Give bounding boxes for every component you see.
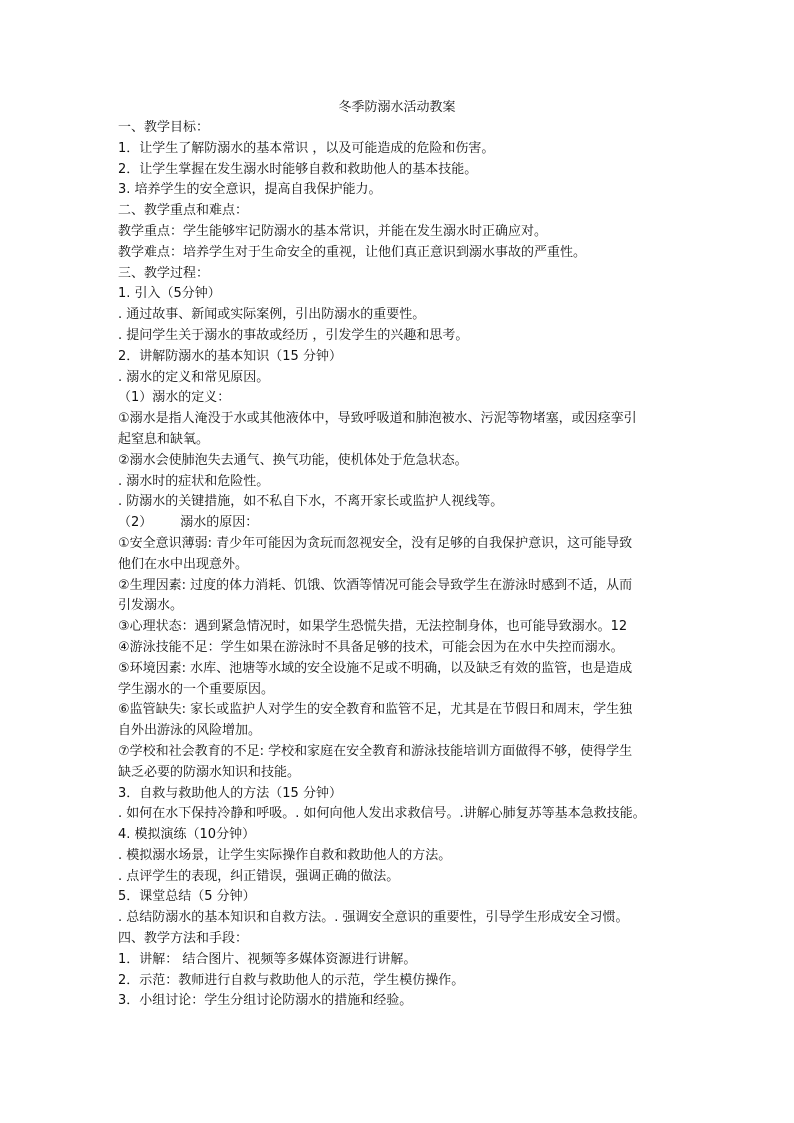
paragraph-line: ⑤环境因素: 水库、池塘等水域的安全设施不足或不明确，以及缺乏有效的监管，也是造成 <box>118 660 633 676</box>
list-item: . 防溺水的关键措施，如不私自下水，不离开家长或监护人视线等。 <box>118 494 504 510</box>
list-item: . 模拟溺水场景，让学生实际操作自救和救助他人的方法。 <box>118 847 452 863</box>
list-item: . 溺水时的症状和危险性。 <box>118 473 270 489</box>
list-item: . 通过故事、新闻或实际案例，引出防溺水的重要性。 <box>118 307 426 323</box>
paragraph-line: 自外出游泳的风险增加。 <box>118 723 262 739</box>
paragraph-line: 学生溺水的一个重要原因。 <box>118 681 275 697</box>
subheading: 1. 引入（5分钟） <box>118 286 221 302</box>
section-heading: 三、教学过程： <box>118 265 210 281</box>
list-item: 3．小组讨论：学生分组讨论防溺水的措施和经验。 <box>118 993 413 1009</box>
section-heading: 四、教学方法和手段： <box>118 931 249 947</box>
paragraph-line: 引发溺水。 <box>118 598 184 614</box>
paragraph-line: ⑦学校和社会教育的不足: 学校和家庭在安全教育和游泳技能培训方面做得不够，使得学生 <box>118 743 633 759</box>
paragraph-line: ④游泳技能不足：学生如果在游泳时不具备足够的技术，可能会因为在水中失控而溺水。 <box>118 639 624 655</box>
subheading-number: （2） <box>118 515 153 531</box>
subheading: 2．讲解防溺水的基本知识（15 分钟） <box>118 348 342 364</box>
subheading: 4. 模拟演练（10分钟） <box>118 827 256 843</box>
subheading: （1）溺水的定义： <box>118 390 231 406</box>
list-item: . 如何在水下保持冷静和呼吸。. 如何向他人发出求救信号。.讲解心肺复苏等基本急救技能。 <box>118 806 646 822</box>
paragraph-line: ①溺水是指人淹没于水或其他液体中，导致呼吸道和肺泡被水、污泥等物堵塞，或因痉挛引 <box>118 411 637 427</box>
paragraph-line: ②生理因素: 过度的体力消耗、饥饿、饮酒等情况可能会导致学生在游泳时感到不适，从而 <box>118 577 633 593</box>
paragraph-line: ①安全意识薄弱: 青少年可能因为贪玩而忽视安全，没有足够的自我保护意识，这可能导致 <box>118 535 633 551</box>
document-body <box>118 118 684 1012</box>
list-item: . 点评学生的表现，纠正错误，强调正确的做法。 <box>118 868 400 884</box>
list-item: 2．示范：教师进行自救与救助他人的示范，学生模仿操作。 <box>118 972 465 988</box>
paragraph-line: 起窒息和缺氧。 <box>118 431 210 447</box>
subheading: 5．课堂总结（5 分钟） <box>118 889 256 905</box>
subheading: 3．自救与救助他人的方法（15 分钟） <box>118 785 342 801</box>
list-item: . 总结防溺水的基本知识和自救方法。. 强调安全意识的重要性，引导学生形成安全习惯。 <box>118 910 629 926</box>
paragraph-line: ⑥监管缺失: 家长或监护人对学生的安全教育和监管不足，尤其是在节假日和周末，学生独 <box>118 702 633 718</box>
paragraph-line: 缺乏必要的防溺水知识和技能。 <box>118 764 301 780</box>
list-item: . 提问学生关于溺水的事故或经历 ，引发学生的兴趣和思考。 <box>118 327 469 343</box>
paragraph-line: 教学难点：培养学生对于生命安全的重视，让他们真正意识到溺水事故的严重性。 <box>118 244 587 260</box>
document-title: 冬季防溺水活动教案 <box>338 100 456 115</box>
paragraph-line: ②溺水会使肺泡失去通气、换气功能，使机体处于危急状态。 <box>118 452 468 468</box>
list-item: 2．让学生掌握在发生溺水时能够自救和救助他人的基本技能。 <box>118 161 478 177</box>
subheading-text: 溺水的原因： <box>180 515 259 531</box>
list-item: . 溺水的定义和常见原因。 <box>118 369 270 385</box>
section-heading: 二、教学重点和难点： <box>118 203 249 219</box>
list-item: 3. 培养学生的安全意识，提高自我保护能力。 <box>118 182 382 198</box>
list-item: 1．讲解： 结合图片、视频等多媒体资源进行讲解。 <box>118 951 417 967</box>
paragraph-line: ③心理状态：遇到紧急情况时，如果学生恐慌失措，无法控制身体，也可能导致溺水。12 <box>118 619 628 635</box>
paragraph-line: 教学重点：学生能够牢记防溺水的基本常识，并能在发生溺水时正确应对。 <box>118 223 548 239</box>
paragraph-line: 他们在水中出现意外。 <box>118 556 249 572</box>
subheading <box>118 513 684 534</box>
list-item: 1．让学生了解防溺水的基本常识 ，以及可能造成的危险和伤害。 <box>118 140 495 156</box>
section-heading: 一、教学目标： <box>118 120 210 135</box>
